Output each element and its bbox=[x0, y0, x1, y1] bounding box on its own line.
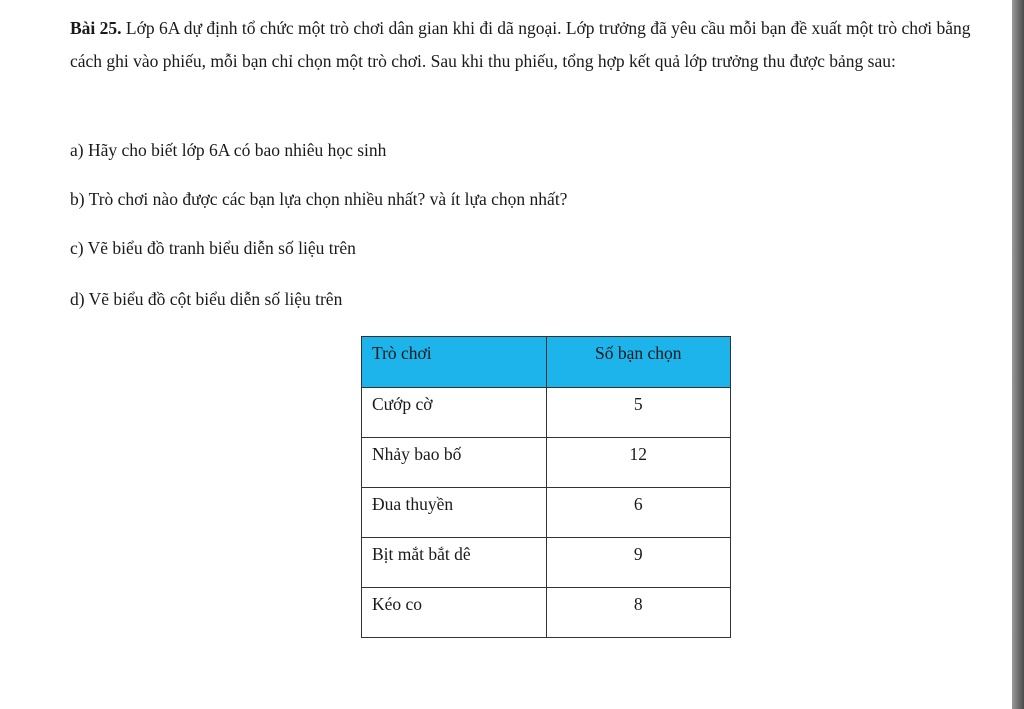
table-header-row bbox=[362, 337, 731, 388]
count-cell: 5 bbox=[546, 388, 730, 438]
problem-text: Lớp 6A dự định tổ chức một trò chơi dân gian khi đi dã ngoại. Lớp trưởng đã yêu cầu mỗi bạn đề xuất một trò chơi bằng cách ghi vào phiếu, mỗi bạn chỉ chọn một trò chơi. Sau khi thu phiếu, tổng hợp kết quả lớp trưởng thu được bảng sau: bbox=[70, 18, 971, 71]
count-cell: 8 bbox=[546, 588, 730, 638]
table-row bbox=[362, 488, 731, 538]
game-votes-table bbox=[361, 336, 731, 638]
header-count: Số bạn chọn bbox=[546, 337, 730, 388]
count-cell: 6 bbox=[546, 488, 730, 538]
page-edge-shadow bbox=[1012, 0, 1024, 709]
game-cell: Nhảy bao bố bbox=[362, 438, 547, 488]
table-row bbox=[362, 388, 731, 438]
game-cell: Cướp cờ bbox=[362, 388, 547, 438]
table-row bbox=[362, 438, 731, 488]
count-cell: 9 bbox=[546, 538, 730, 588]
game-cell: Bịt mắt bắt dê bbox=[362, 538, 547, 588]
table-row bbox=[362, 538, 731, 588]
problem-statement bbox=[70, 12, 995, 78]
question-a: a) Hãy cho biết lớp 6A có bao nhiêu học sinh bbox=[70, 140, 387, 160]
count-cell: 12 bbox=[546, 438, 730, 488]
game-cell: Đua thuyền bbox=[362, 488, 547, 538]
question-b: b) Trò chơi nào được các bạn lựa chọn nhiều nhất? và ít lựa chọn nhất? bbox=[70, 189, 568, 209]
header-game: Trò chơi bbox=[362, 337, 547, 388]
problem-label: Bài 25. bbox=[70, 18, 122, 38]
question-d: d) Vẽ biểu đồ cột biểu diễn số liệu trên bbox=[70, 289, 343, 309]
question-c: c) Vẽ biểu đồ tranh biểu diễn số liệu trên bbox=[70, 238, 356, 258]
game-cell: Kéo co bbox=[362, 588, 547, 638]
table-row bbox=[362, 588, 731, 638]
